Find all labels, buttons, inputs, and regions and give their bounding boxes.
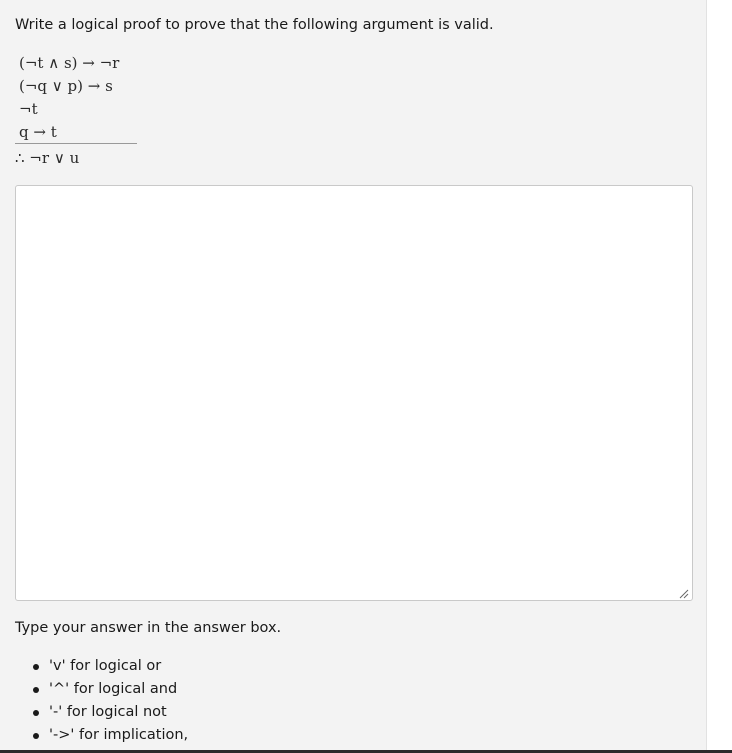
premise-1: (¬t ∧ s) → ¬r	[19, 54, 120, 72]
premise-3: ¬t	[19, 100, 38, 118]
premise-4: q → t	[19, 123, 57, 141]
hint-text: '^' for logical and	[49, 681, 178, 697]
hint-implication	[15, 724, 188, 747]
hint-or	[15, 655, 188, 678]
hint-not	[15, 701, 188, 724]
conclusion-divider	[15, 143, 137, 144]
bullet-icon	[33, 710, 39, 716]
question-text: Write a logical proof to prove that the following argument is valid.	[15, 17, 494, 33]
answer-textarea[interactable]	[15, 185, 693, 601]
hint-text: '-' for logical not	[49, 704, 167, 720]
premise-2: (¬q ∨ p) → s	[19, 77, 113, 95]
instructions-text: Type your answer in the answer box.	[15, 620, 282, 636]
hint-and	[15, 678, 188, 701]
premise-list	[19, 52, 119, 144]
hint-text: 'v' for logical or	[49, 658, 162, 674]
resize-grip-icon[interactable]	[677, 587, 689, 599]
conclusion: ∴ ¬r ∨ u	[15, 149, 80, 167]
syntax-hint-list	[15, 655, 188, 747]
hint-text: '->' for implication,	[49, 727, 189, 743]
bullet-icon	[33, 664, 39, 670]
bullet-icon	[33, 687, 39, 693]
bullet-icon	[33, 733, 39, 739]
